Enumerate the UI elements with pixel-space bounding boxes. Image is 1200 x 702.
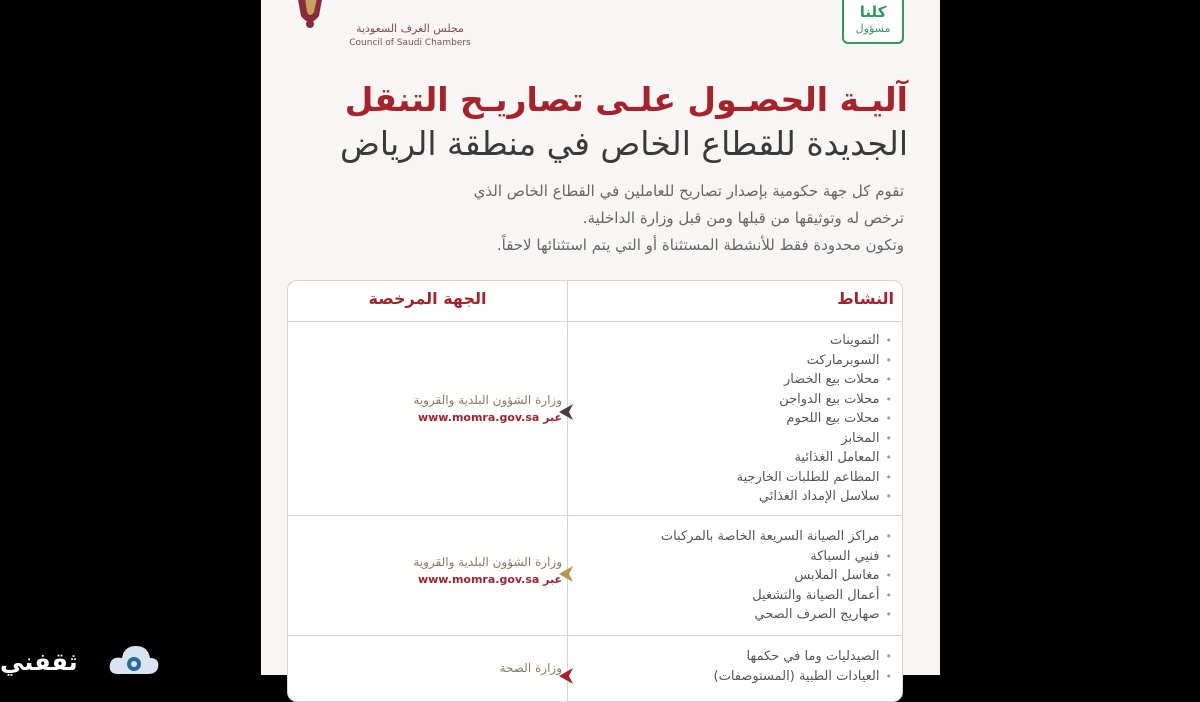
intro-line: تقوم كل جهة حكومية بإصدار تصاريح للعاملين في القطاع الخاص الذي (473, 182, 904, 200)
list-item: • مغاسل الملابس (592, 566, 892, 586)
campaign-logo (842, 0, 904, 44)
list-item: • محلات بيع الخضار (592, 370, 892, 390)
arrow-left-icon (557, 403, 575, 421)
list-item: • صهاريج الصرف الصحي (592, 605, 892, 625)
authority-momra-2 (362, 553, 562, 589)
arrow-left-icon (557, 667, 575, 685)
intro-line: وتكون محدودة فقط للأنشطة المستثناة أو التي يتم استثنائها لاحقاً. (496, 236, 904, 254)
column-divider (567, 281, 568, 701)
intro-line: ترخص له وتوثيقها من قبلها ومن قبل وزارة الداخلية. (582, 209, 904, 227)
list-item: • أعمال الصيانة والتشغيل (592, 586, 892, 606)
list-item: • العيادات الطبية (المستوصفات) (592, 667, 892, 687)
list-item: • محلات بيع الدواجن (592, 390, 892, 410)
authority-name: وزارة الصحة (499, 661, 562, 675)
row-divider (288, 515, 902, 516)
list-item: • السوبرماركت (592, 351, 892, 371)
campaign-logo-top: كلنا (859, 3, 887, 21)
authority-name: وزارة الشؤون البلدية والقروية (413, 555, 562, 569)
header-authority: الجهة المرخصة (368, 289, 487, 308)
chambers-logo (279, 0, 479, 60)
cloud-gear-icon (108, 640, 160, 680)
list-item: • التموينات (592, 331, 892, 351)
campaign-logo-bottom: مسؤول (855, 22, 891, 35)
intro-paragraph (304, 178, 904, 259)
list-item: • الصيدليات وما في حكمها (592, 647, 892, 667)
list-item: • المخابز (592, 429, 892, 449)
watermark-text: ثقفني (0, 648, 78, 676)
chambers-name-en: Council of Saudi Chambers (349, 38, 471, 48)
sub-title: الجديدة للقطاع الخاص في منطقة الرياض (340, 124, 908, 163)
document-page (261, 0, 940, 684)
authority-url[interactable]: عبر www.momra.gov.sa (417, 411, 562, 424)
table-header-row (288, 281, 902, 322)
authority-health (362, 659, 562, 677)
activity-list-health (592, 647, 892, 686)
list-item: • سلاسل الإمداد الغذائي (592, 487, 892, 507)
header-activity: النشاط (837, 289, 894, 308)
authority-url[interactable]: عبر www.momra.gov.sa (417, 573, 562, 586)
arrow-left-icon (557, 565, 575, 583)
chambers-emblem-icon (287, 0, 333, 34)
row-divider (288, 635, 902, 636)
authority-name: وزارة الشؤون البلدية والقروية (413, 393, 562, 407)
list-item: • المعامل الغذائية (592, 448, 892, 468)
chambers-name-ar: مجلس الغرف السعودية (356, 22, 464, 35)
list-item: • فنيي السباكة (592, 547, 892, 567)
permits-table (287, 280, 903, 702)
site-watermark (0, 640, 160, 675)
activity-list-services (592, 527, 892, 625)
authority-momra-1 (362, 391, 562, 427)
main-title: آليـة الحصـول علـى تصاريـح التنقل (344, 80, 908, 119)
list-item: • المطاعم للطلبات الخارجية (592, 468, 892, 488)
list-item: • مراكز الصيانة السريعة الخاصة بالمركبات (592, 527, 892, 547)
activity-list-food (592, 331, 892, 507)
list-item: • محلات بيع اللحوم (592, 409, 892, 429)
